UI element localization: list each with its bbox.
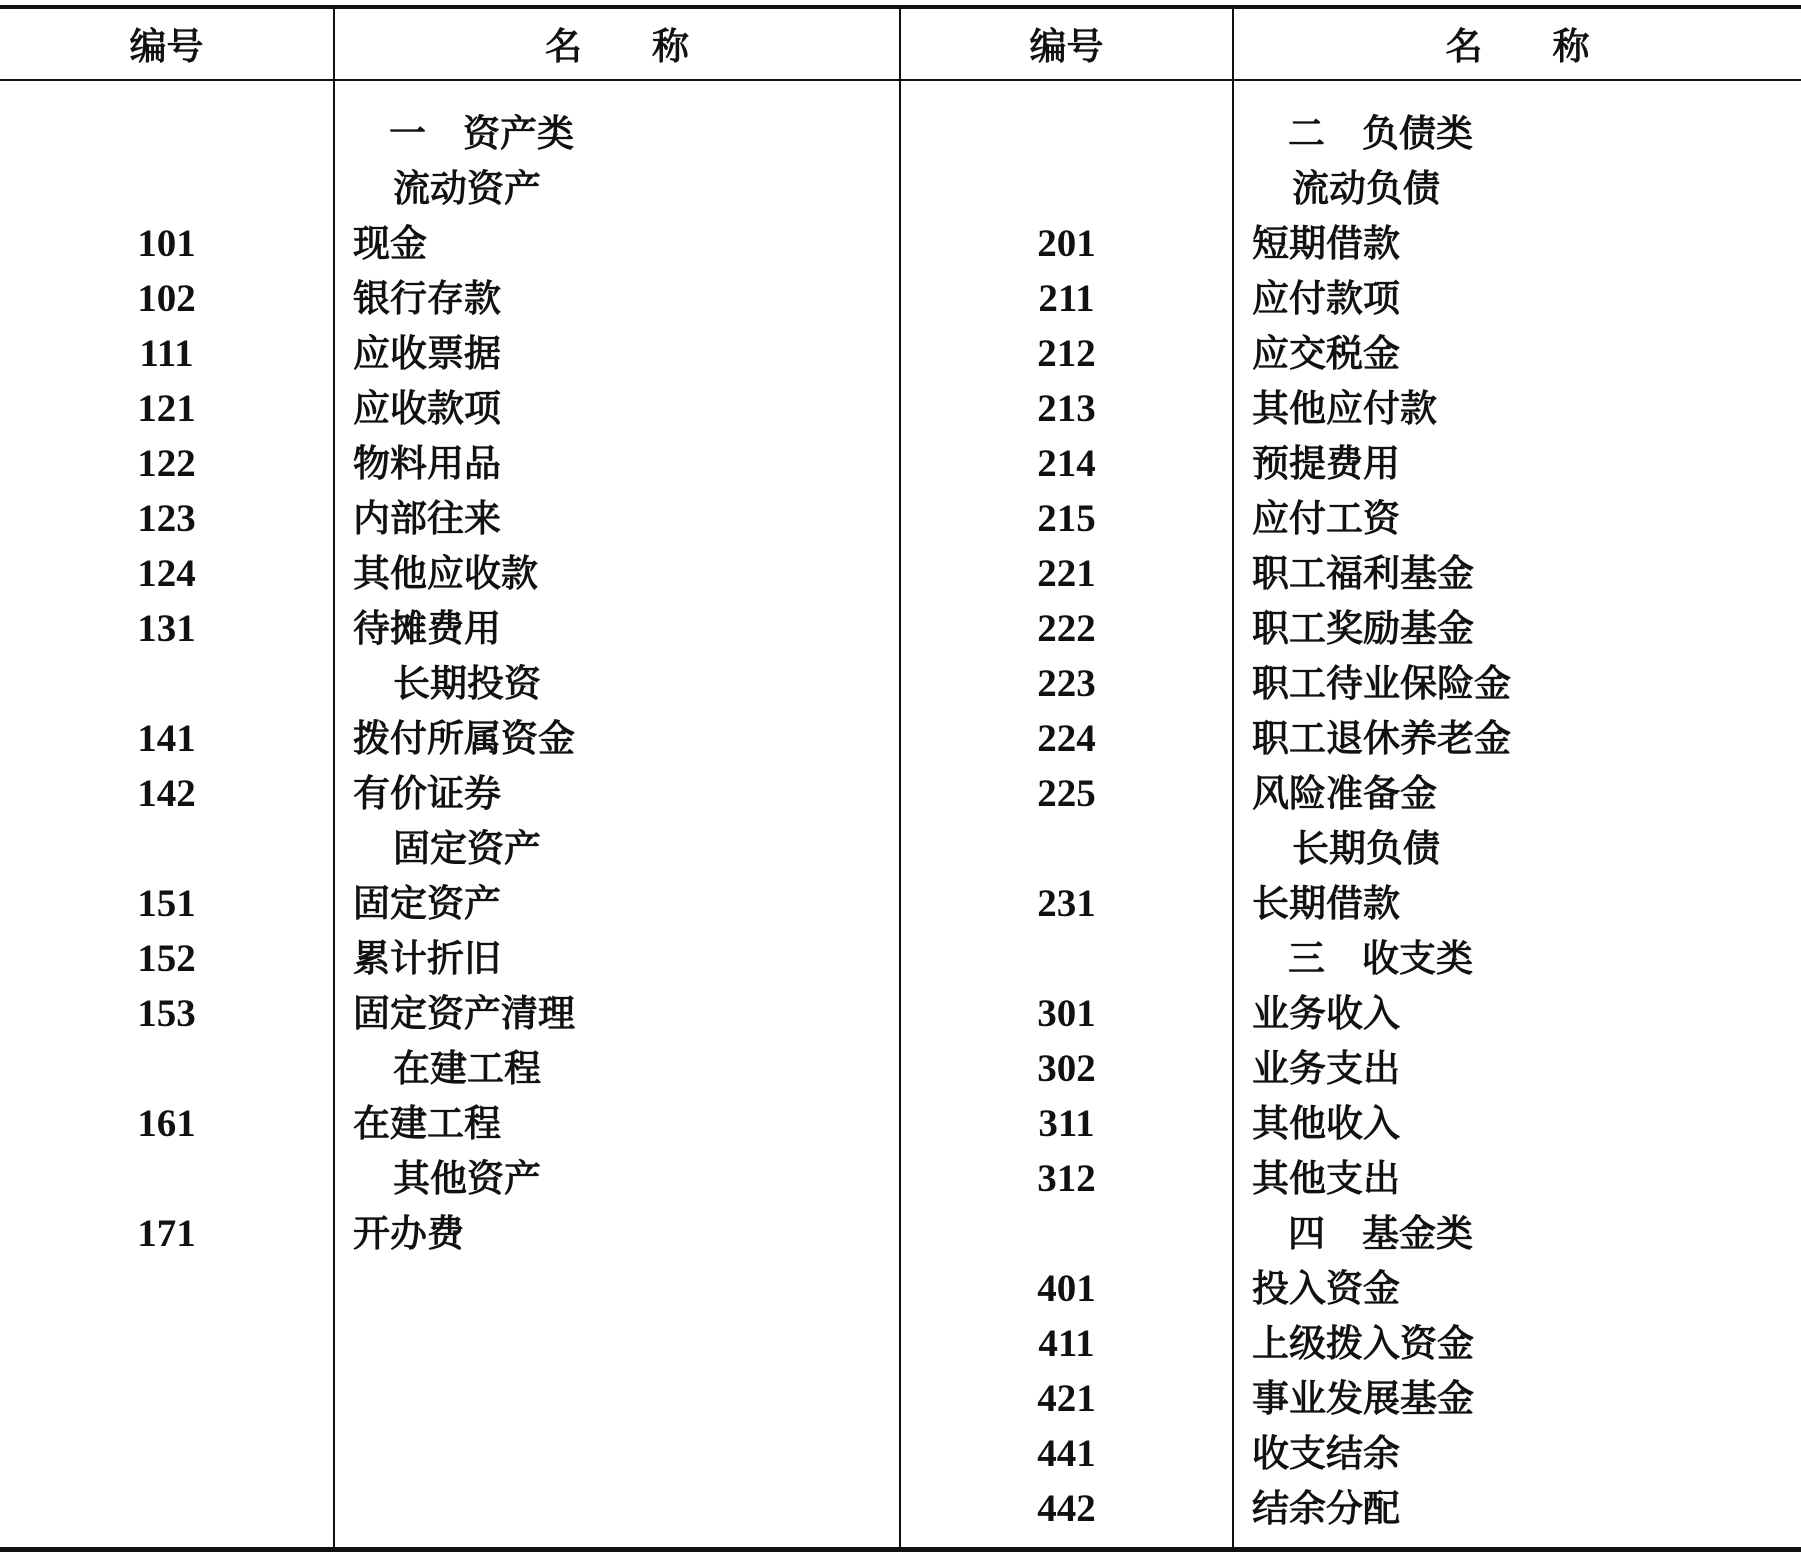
account-code: 151 bbox=[137, 882, 196, 925]
account-code bbox=[901, 1206, 1232, 1261]
account-code: 201 bbox=[1037, 222, 1096, 265]
account-name: 风险准备金 bbox=[1252, 771, 1437, 815]
account-name: 其他应收款 bbox=[353, 551, 538, 595]
account-code: 171 bbox=[137, 1212, 196, 1255]
account-name: 职工待业保险金 bbox=[1252, 661, 1511, 705]
account-code bbox=[0, 656, 333, 711]
account-name: 开办费 bbox=[353, 1211, 464, 1255]
account-name: 固定资产 bbox=[353, 881, 501, 925]
account-code bbox=[901, 931, 1232, 986]
category-heading: 三 收支类 bbox=[1288, 936, 1473, 980]
group-heading: 其他资产 bbox=[393, 1156, 541, 1200]
account-code: 122 bbox=[137, 442, 196, 485]
header-code-right: 编号 bbox=[1029, 24, 1104, 68]
account-code: 231 bbox=[1037, 882, 1096, 925]
category-heading: 二 负债类 bbox=[1288, 111, 1473, 155]
group-heading: 在建工程 bbox=[393, 1046, 541, 1090]
account-name: 现金 bbox=[353, 221, 427, 265]
account-name: 应付款项 bbox=[1252, 276, 1400, 320]
left-code-column bbox=[0, 106, 333, 1261]
group-heading: 固定资产 bbox=[393, 826, 541, 870]
account-code: 152 bbox=[137, 937, 196, 980]
account-code: 312 bbox=[1037, 1157, 1096, 1200]
account-code: 441 bbox=[1037, 1432, 1096, 1475]
account-code bbox=[901, 161, 1232, 216]
account-code: 153 bbox=[137, 992, 196, 1035]
account-code: 442 bbox=[1037, 1487, 1096, 1530]
account-code: 131 bbox=[137, 607, 196, 650]
account-name: 在建工程 bbox=[353, 1101, 501, 1145]
category-heading: 四 基金类 bbox=[1288, 1211, 1473, 1255]
account-name: 有价证券 bbox=[353, 771, 501, 815]
account-code: 421 bbox=[1037, 1377, 1096, 1420]
account-code: 142 bbox=[137, 772, 196, 815]
account-name: 固定资产清理 bbox=[353, 991, 575, 1035]
account-name: 短期借款 bbox=[1252, 221, 1400, 265]
account-name: 投入资金 bbox=[1252, 1266, 1400, 1310]
account-code: 124 bbox=[137, 552, 196, 595]
account-name: 内部往来 bbox=[353, 496, 501, 540]
right-code-column bbox=[901, 106, 1232, 1536]
account-name: 预提费用 bbox=[1252, 441, 1400, 485]
account-code: 221 bbox=[1037, 552, 1096, 595]
account-name: 长期借款 bbox=[1252, 881, 1400, 925]
account-name: 待摊费用 bbox=[353, 606, 501, 650]
account-code: 213 bbox=[1037, 387, 1096, 430]
account-code: 101 bbox=[137, 222, 196, 265]
header-name-right: 名称 bbox=[1445, 24, 1660, 68]
account-code: 224 bbox=[1037, 717, 1096, 760]
chart-of-accounts-table bbox=[0, 5, 1801, 1553]
account-code: 225 bbox=[1037, 772, 1096, 815]
account-code: 111 bbox=[139, 332, 194, 375]
account-name: 其他支出 bbox=[1252, 1156, 1400, 1200]
account-code: 212 bbox=[1037, 332, 1096, 375]
account-code: 222 bbox=[1037, 607, 1096, 650]
account-code: 311 bbox=[1038, 1102, 1095, 1145]
account-code bbox=[0, 821, 333, 876]
account-name: 业务支出 bbox=[1252, 1046, 1400, 1090]
account-code: 123 bbox=[137, 497, 196, 540]
account-code bbox=[901, 106, 1232, 161]
account-code: 401 bbox=[1037, 1267, 1096, 1310]
account-name: 累计折旧 bbox=[353, 936, 501, 980]
header-name-left: 名称 bbox=[545, 24, 759, 68]
category-heading: 一 资产类 bbox=[389, 111, 574, 155]
group-heading: 长期投资 bbox=[393, 661, 541, 705]
account-name: 业务收入 bbox=[1252, 991, 1400, 1035]
account-code: 214 bbox=[1037, 442, 1096, 485]
account-name: 职工奖励基金 bbox=[1252, 606, 1474, 650]
account-name: 应付工资 bbox=[1252, 496, 1400, 540]
account-name: 事业发展基金 bbox=[1252, 1376, 1474, 1420]
account-code: 102 bbox=[137, 277, 196, 320]
left-name-column bbox=[353, 106, 893, 1261]
right-name-column bbox=[1252, 106, 1792, 1536]
account-code: 223 bbox=[1037, 662, 1096, 705]
account-code: 161 bbox=[137, 1102, 196, 1145]
group-heading: 长期负债 bbox=[1292, 826, 1440, 870]
account-name: 应交税金 bbox=[1252, 331, 1400, 375]
account-name: 其他收入 bbox=[1252, 1101, 1400, 1145]
account-code bbox=[0, 161, 333, 216]
account-code bbox=[0, 106, 333, 161]
account-code bbox=[0, 1151, 333, 1206]
account-name: 结余分配 bbox=[1252, 1486, 1400, 1530]
account-name: 应收款项 bbox=[353, 386, 501, 430]
account-code: 211 bbox=[1038, 277, 1095, 320]
account-name: 物料用品 bbox=[353, 441, 501, 485]
account-code bbox=[901, 821, 1232, 876]
account-name: 应收票据 bbox=[353, 331, 501, 375]
column-divider bbox=[1232, 5, 1234, 1549]
account-name: 职工退休养老金 bbox=[1252, 716, 1511, 760]
account-name: 收支结余 bbox=[1252, 1431, 1400, 1475]
account-name: 银行存款 bbox=[353, 276, 501, 320]
account-code: 301 bbox=[1037, 992, 1096, 1035]
account-name: 上级拨入资金 bbox=[1252, 1321, 1474, 1365]
account-code: 121 bbox=[137, 387, 196, 430]
account-code: 215 bbox=[1037, 497, 1096, 540]
column-divider bbox=[333, 5, 335, 1549]
group-heading: 流动负债 bbox=[1292, 166, 1440, 210]
account-name: 其他应付款 bbox=[1252, 386, 1437, 430]
account-code: 302 bbox=[1037, 1047, 1096, 1090]
account-name: 拨付所属资金 bbox=[353, 716, 575, 760]
account-code bbox=[0, 1041, 333, 1096]
account-code: 411 bbox=[1038, 1322, 1095, 1365]
account-name: 职工福利基金 bbox=[1252, 551, 1474, 595]
group-heading: 流动资产 bbox=[393, 166, 541, 210]
header-code-left: 编号 bbox=[129, 24, 204, 68]
account-code: 141 bbox=[137, 717, 196, 760]
